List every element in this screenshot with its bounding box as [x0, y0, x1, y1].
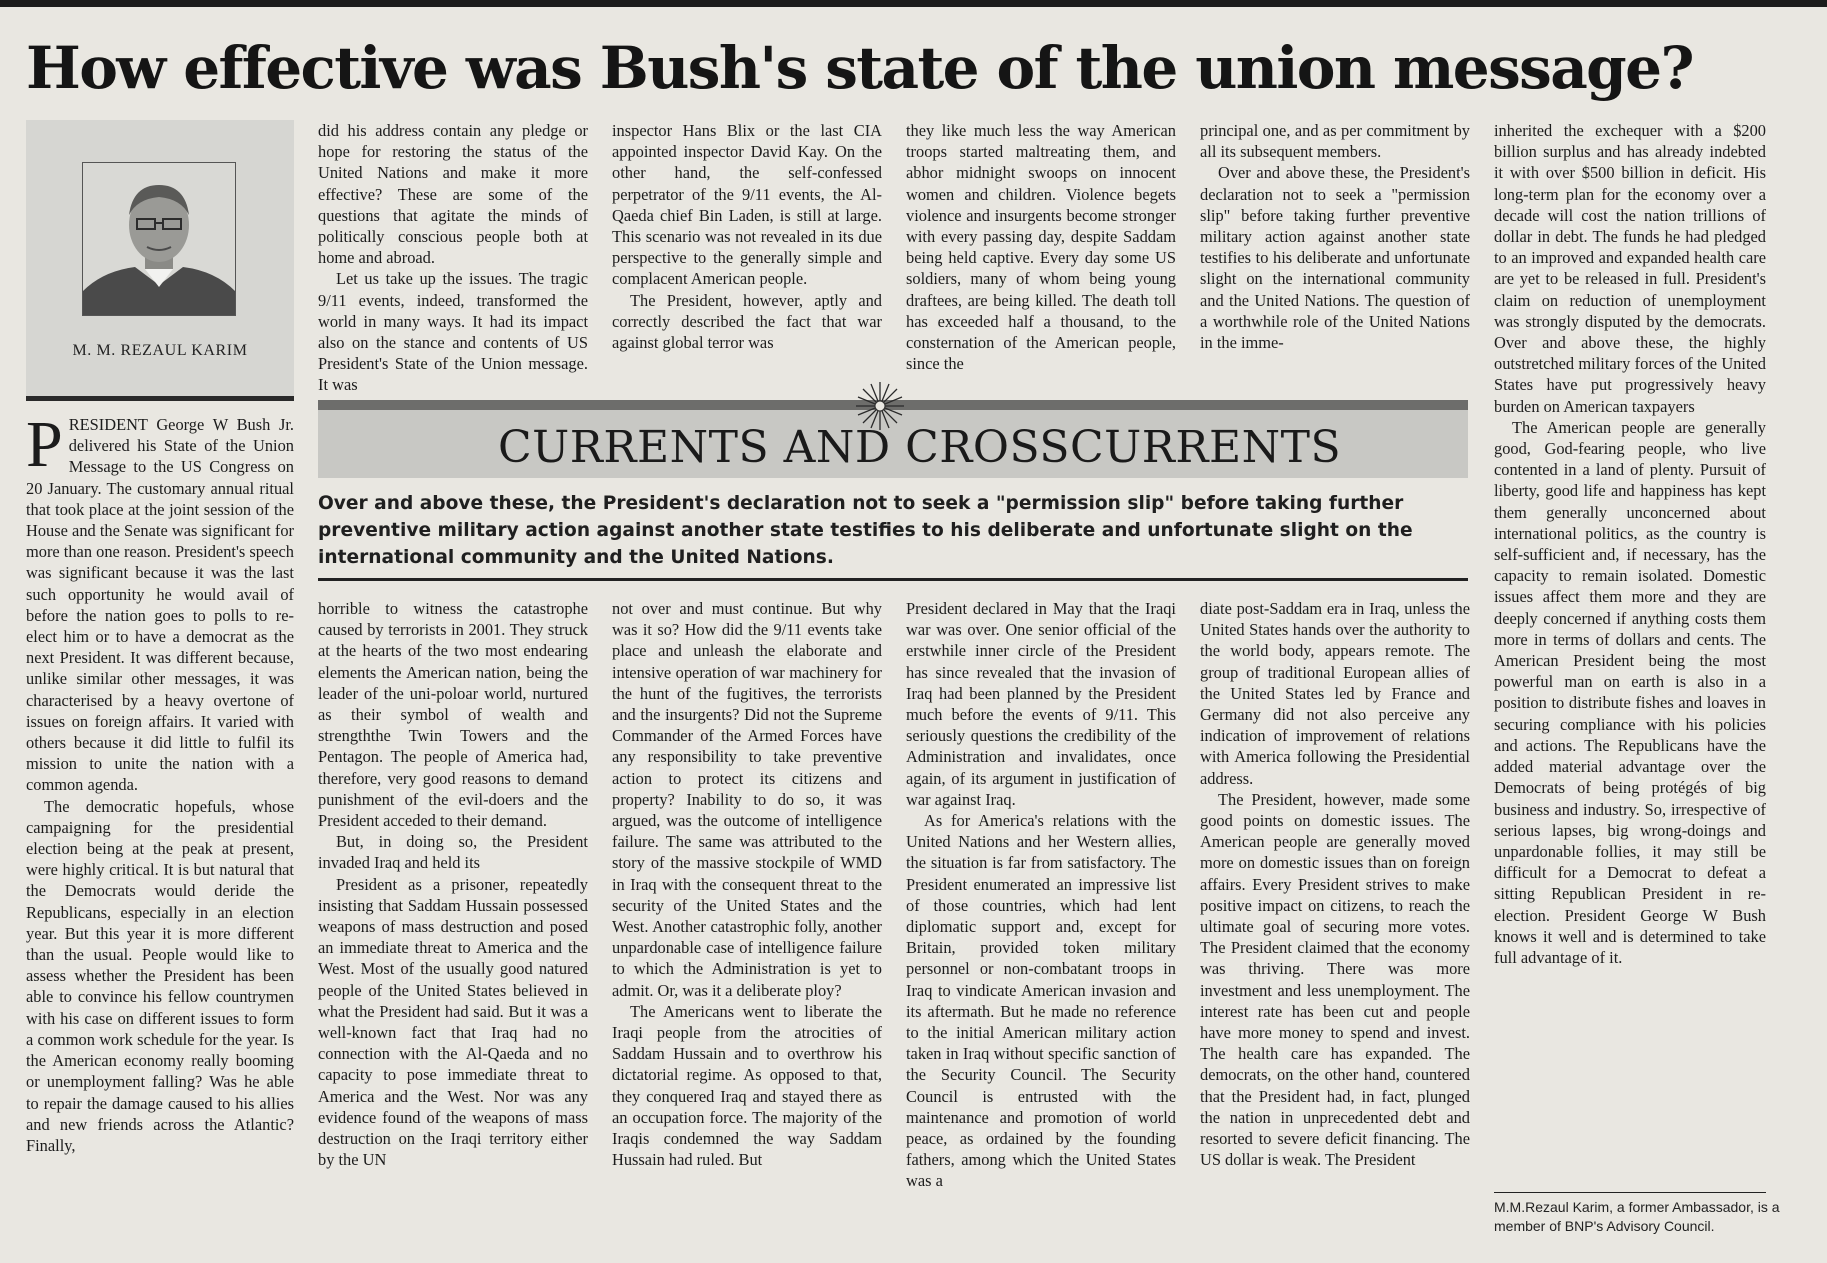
- paragraph: not over and must continue. But why was it so? How did the 9/11 events take place and unleash the elaborate and intensive operation of war machinery for the hunt of the fugitives, the terrorists and the insurgents? Did not the Supreme Commander of the Armed Forces have any responsibility to take preventive action to protect its citizens and property? Inability to do so, it was argued, was the outcome of intelligence failure. The same was attributed to the story of the massive stockpile of WMD in Iraq with the consequent threat to the security of the United States and the West. Another catastrophic folly, another unpardonable case of intelligence failure to which the Administration is yet to admit. Or, was it a deliberate ploy?: [612, 599, 882, 1000]
- top-rule: [0, 0, 1827, 7]
- author-credit: M.M.Rezaul Karim, a former Ambassador, is a member of BNP's Advisory Council.: [1494, 1199, 1780, 1234]
- column-4-top: [906, 120, 1176, 374]
- author-box: [26, 120, 294, 401]
- credit-rule: [1494, 1192, 1766, 1193]
- column-5-top: [1200, 120, 1470, 353]
- paragraph: But, in doing so, the President invaded Iraq and held its: [318, 832, 588, 873]
- paragraph: Let us take up the issues. The tragic 9/11 events, indeed, transformed the world in many ways. It had its impact also on the stance and contents of US President's State of the Union message. It was: [318, 269, 588, 395]
- paragraph: inherited the exchequer with a $200 billion surplus and has already indebted it with over $500 billion in deficit. His long-term plan for the economy over a decade will cost the nation trillions of dollar in debt. The funds he had pledged to an improved and expanded health care are yet to be released in full. President's claim on reduction of unemployment was strongly disputed by the democrats. Over and above these, the highly outstretched military forces of the United States have put progressively heavy burden on American taxpayers: [1494, 121, 1766, 416]
- paragraph: inspector Hans Blix or the last CIA appointed inspector David Kay. On the other hand, the self-confessed perpetrator of the 9/11 events, the Al-Qaeda chief Bin Laden, is still at large. This scenario was not revealed in its due perspective to the generally simple and complacent American people.: [612, 121, 882, 289]
- pull-quote: Over and above these, the President's declaration not to seek a "permission slip" before taking further preventive military action against another state testifies to his deliberate and unfortunate slight on the international community and the United Nations.: [318, 493, 1413, 568]
- paragraph-1: PRESIDENT George W Bush Jr. delivered his State of the Union Message to the US Congress on 20 January. The customary annual ritual that took place at the joint session of the House and the Senate was significant for more than one reason. President's speech was significant because it was the last such opportunity he would avail of before the nation goes to polls to re-elect him or to have a democrat as the next President. It was different because, unlike similar other messages, it was characterised by a heavy overtone of issues on foreign affairs. It varied with others because it did little to fulfil its mission to unite the nation with a common agenda.: [26, 408, 294, 795]
- paragraph: The Americans went to liberate the Iraqi people from the atrocities of Saddam Hussain and to overthrow his dictatorial regime. As opposed to that, they conquered Iraq and stayed there as an occupation force. The majority of the Iraqis condemned the way Saddam Hussain had ruled. But: [612, 1001, 882, 1170]
- column-4-bottom: [906, 598, 1176, 1192]
- author-photo: [82, 162, 236, 316]
- column-2-top: [318, 120, 588, 396]
- column-5-bottom: [1200, 598, 1470, 1170]
- paragraph: President declared in May that the Iraqi war was over. One senior official of the erstwhile inner circle of the President has since revealed that the invasion of Iraq had been planned by the President much before the events of 9/11. This seriously questions the credibility of the Administration and invalidates, once again, of its argument in justification of war against Iraq.: [906, 599, 1176, 809]
- column-2-bottom: [318, 598, 588, 1170]
- column-1: [26, 408, 294, 1156]
- paragraph: The President, however, aptly and correctly described the fact that war against global terror was: [612, 290, 882, 353]
- paragraph: horrible to witness the catastrophe caused by terrorists in 2001. They struck at the hearts of the two most endearing elements the American nation, being the leader of the uni-poloar world, nurtured as their symbol of wealth and strengththe Twin Towers and the Pentagon. The people of America had, therefore, very good reasons to demand punishment of the evil-doers and the President acceded to their demand.: [318, 599, 588, 831]
- paragraph: The President, however, made some good points on domestic issues. The American people are generally moved more on domestic issues than on foreign affairs. Every President strives to make positive impact on citizens, to reach the ultimate goal of securing more votes. The President claimed that the economy was thriving. There was more investment and less unemployment. The interest rate has been cut and people have more money to spend and invest. The health care has expanded. The democrats, on the other hand, countered that the President had, in fact, plunged the nation in unprecedented debt and resorted to severe deficit financing. The US dollar is weak. The President: [1200, 789, 1470, 1170]
- paragraph: diate post-Saddam era in Iraq, unless the United States hands over the authority to the world body, appears remote. The group of traditional European allies of the United States led by France and Germany did not also perceive any indication of improvement of relations with America following the Presidential address.: [1200, 599, 1470, 788]
- paragraph: Over and above these, the President's declaration not to seek a "permission slip" before taking further preventive military action against another state testifies to his deliberate and unfortunate slight on the international community and the United Nations. The question of a worthwhile role of the United Nations in the imme-: [1200, 163, 1470, 353]
- paragraph: The American people are generally good, God-fearing people, who live contented in a land of plenty. Pursuit of liberty, good life and happiness has kept them generally unconcerned about international politics, as the country is self-sufficient and, if necessary, has the capacity to remain isolated. Domestic issues affect them more and they are deeply concerned if anything costs them more in terms of dollars and cents. The American President being the most powerful man on earth is also in a position to distribute fishes and loaves in securing compliance with his policies and actions. The Republicans have the added material advantage over the Democrats of being protégés of big business and industry. So, irrespective of serious lapses, big wrong-doings and unpardonable follies, it may still be difficult for a Democrat to defeat a sitting Republican President in re-election. President George W Bush knows it well and is determined to take full advantage of it.: [1494, 417, 1766, 967]
- paragraph: they like much less the way American troops started maltreating them, and abhor midnight swoops on innocent women and children. Violence begets violence and insurgents become stronger with every passing day, despite Saddam being held captive. Every day some US soldiers, many of whom being young draftees, are being killed. The death toll has exceeded half a thousand, to the consternation of the American people, since the: [906, 121, 1176, 374]
- column-3-bottom: [612, 598, 882, 1170]
- column-6: [1494, 120, 1766, 968]
- paragraph: did his address contain any pledge or hope for restoring the status of the United Nations and make it more effective? These are some of the questions that agitate the minds of politically conscious people both at home and abroad.: [318, 121, 588, 268]
- paragraph: As for America's relations with the United Nations and her Western allies, the situation is far from satisfactory. The President enumerated an impressive list of those countries, which had lent diplomatic support and, except for Britain, provided token military personnel or non-combatant troops in Iraq to vindicate American invasion and its aftermath. But he made no reference to the initial American military action taken in Iraq without specific sanction of the Security Council. The Security Council is entrusted with the maintenance and promotion of world peace, as ordained by the founding fathers, among which the United States was a: [906, 811, 1176, 1191]
- byline: M. M. REZAUL KARIM: [72, 342, 248, 359]
- paragraph-2: The democratic hopefuls, whose campaigning for the presidential election being at the peak at present, were highly critical. It is but natural that the Democrats would deride the Republicans, especially in an election year. But this year it is more different than the usual. People would like to assess whether the President has been able to convince his fellow countrymen with his case on different issues to form a common work schedule for the year. Is the American economy really booming or unemployment falling? Was he able to repair the damage caused to his allies and new friends across the Atlantic? Finally,: [26, 796, 294, 1155]
- drop-cap: P: [26, 408, 63, 481]
- starburst-icon: [854, 380, 906, 432]
- section-title: CURRENTS AND CROSSCURRENTS: [498, 422, 1342, 473]
- headline: How effective was Bush's state of the union message?: [26, 34, 1693, 102]
- paragraph: principal one, and as per commitment by all its subsequent members.: [1200, 121, 1470, 162]
- banner-bottom-rule: [318, 578, 1468, 581]
- paragraph: President as a prisoner, repeatedly insisting that Saddam Hussain possessed weapons of mass destruction and posed an immediate threat to America and the West. Most of the usually good natured people of the United States believed in what the President had said. But it was a well-known fact that Iraq had no connection with the Al-Qaeda and no capacity to pose immediate threat to America and the West. Nor was any evidence found of the weapons of mass destruction on the Iraqi territory either by the UN: [318, 874, 588, 1170]
- column-3-top: [612, 120, 882, 353]
